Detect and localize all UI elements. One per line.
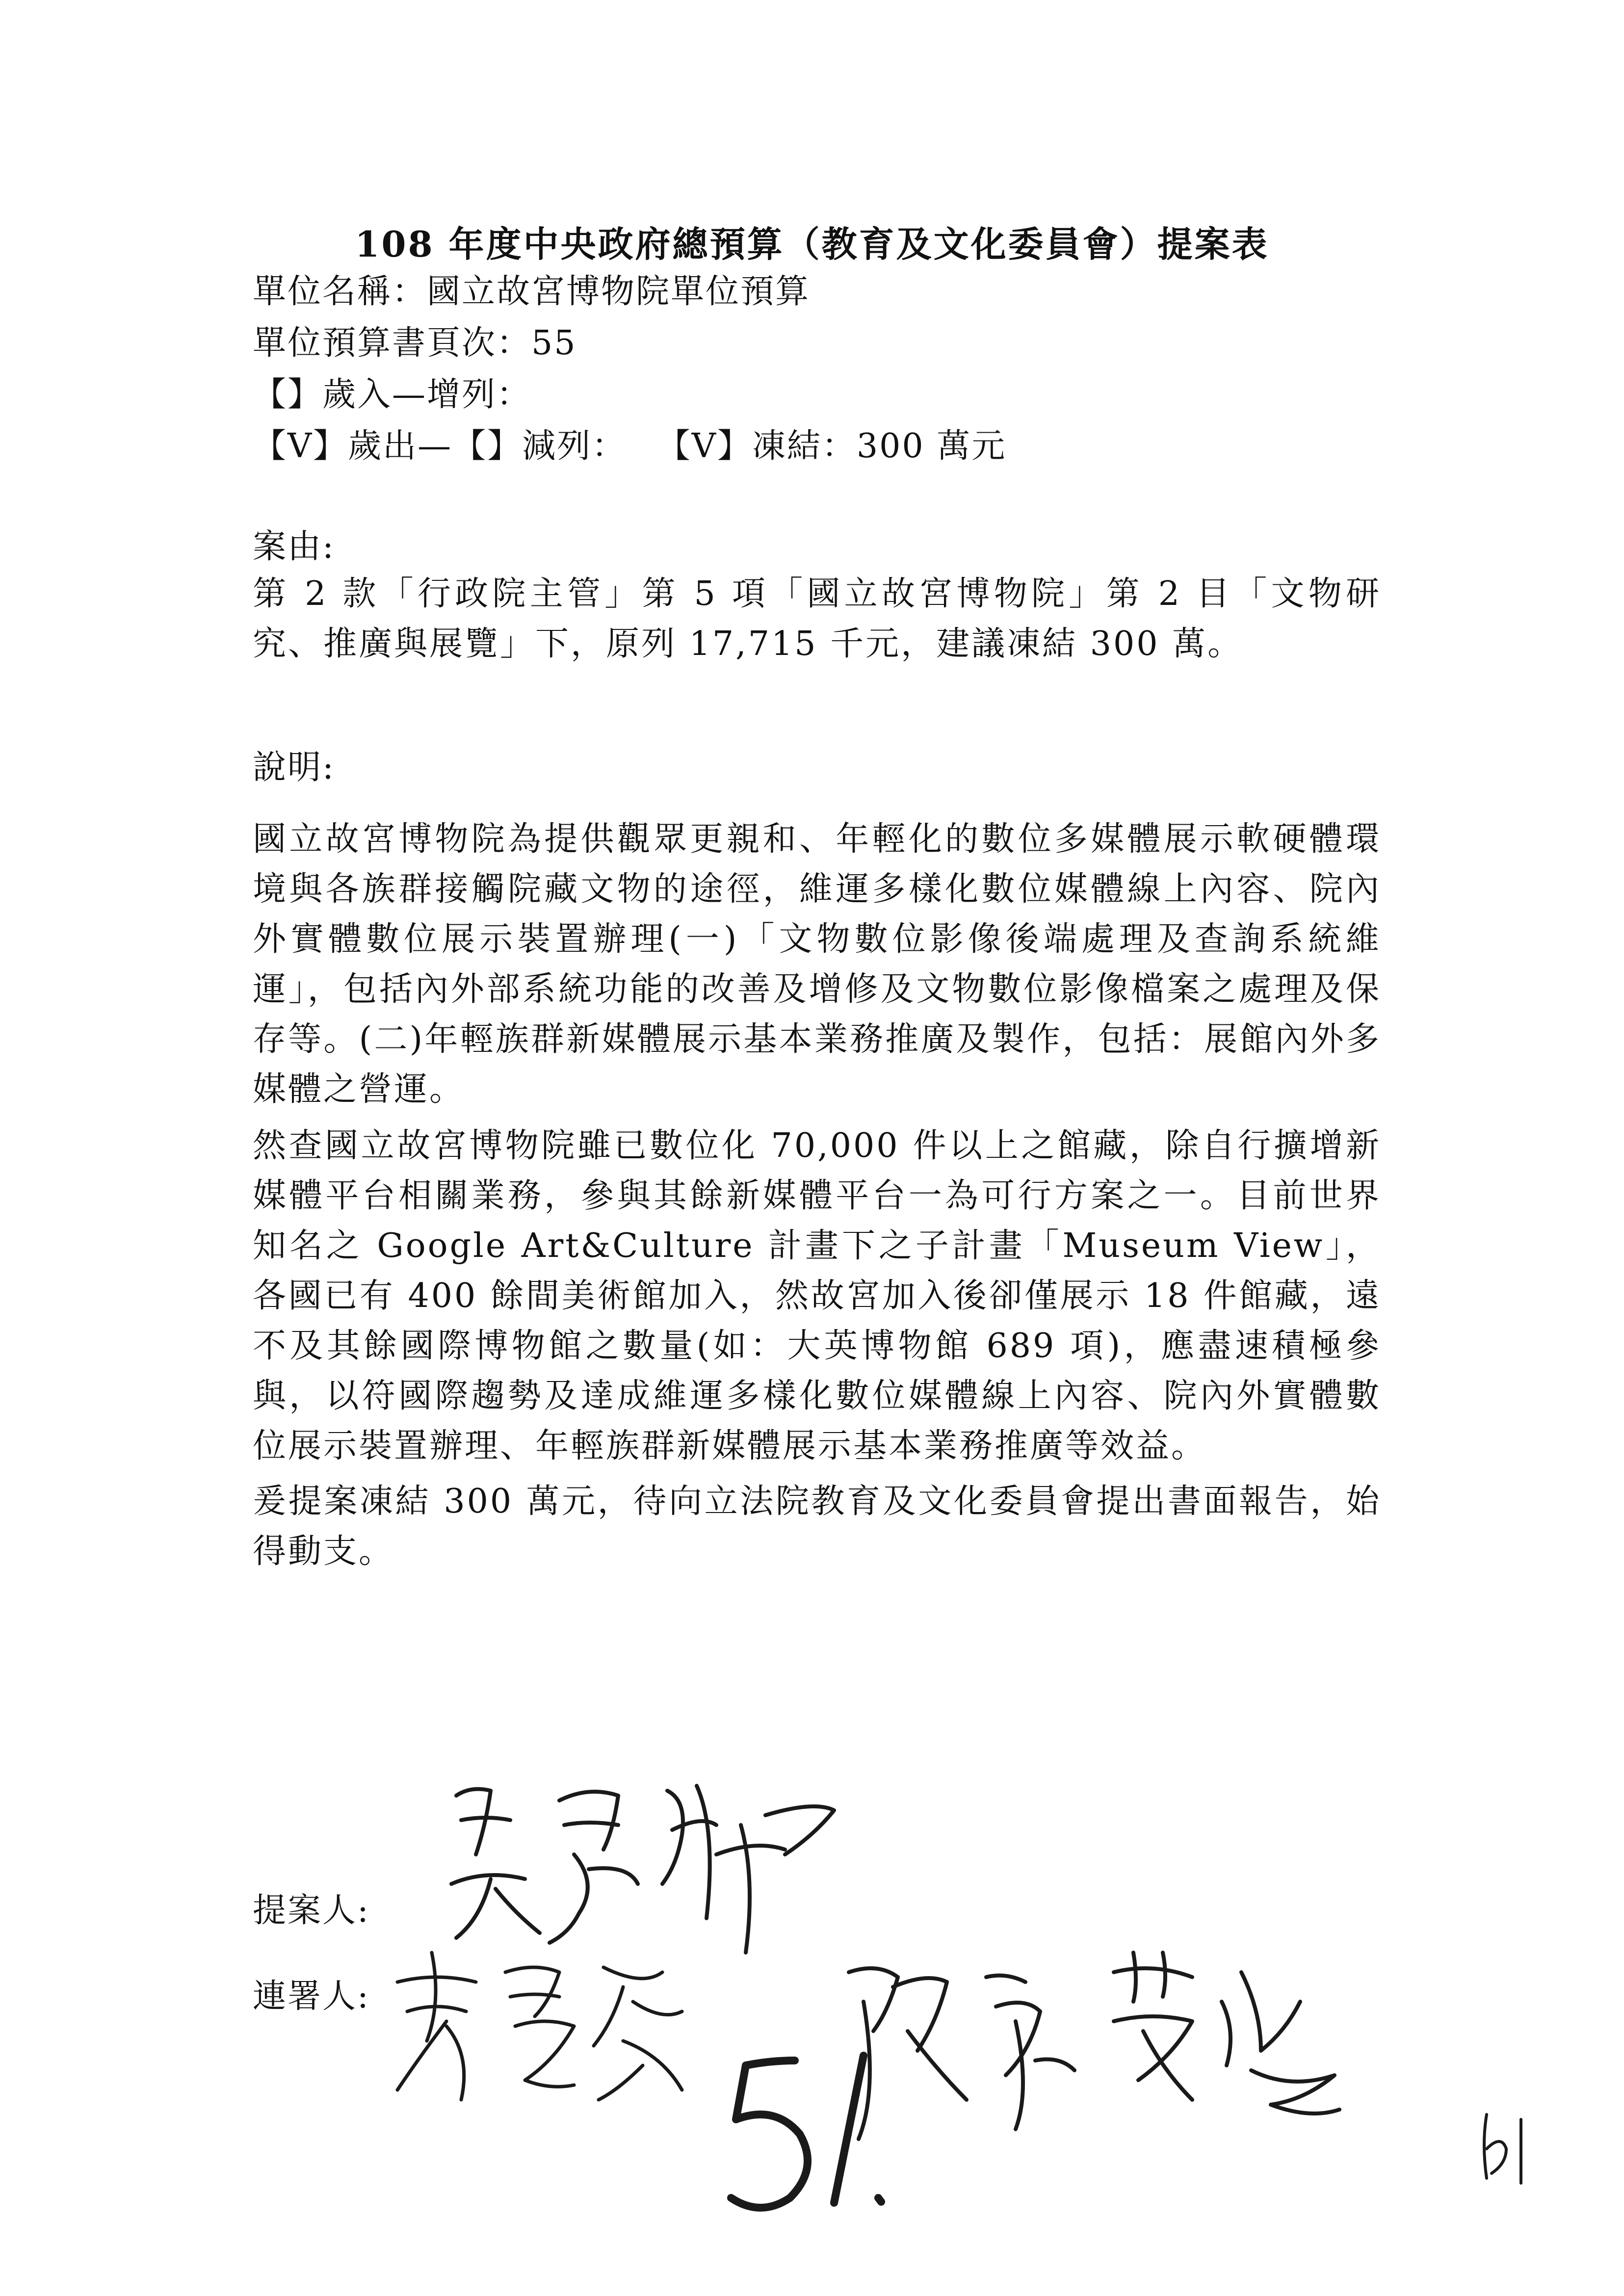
explanation-paragraph-3: 爰提案凍結 300 萬元，待向立法院教育及文化委員會提出書面報告，始得動支。 bbox=[253, 1482, 1381, 1571]
page-mark bbox=[1472, 2105, 1541, 2188]
expenditure-line: 【V】歲出—【】減列： 【V】凍結：300 萬元 bbox=[253, 427, 1007, 466]
cosigner-signature-1 bbox=[388, 1943, 707, 2110]
unit-name: 單位名稱：國立故宮博物院單位預算 bbox=[253, 272, 811, 311]
proposer-label: 提案人: bbox=[253, 1891, 370, 1930]
reason-label: 案由: bbox=[253, 527, 335, 566]
cosigner-signature-2 bbox=[819, 1943, 1349, 2149]
cosigner-label: 連署人: bbox=[253, 1977, 370, 2016]
explanation-paragraph-1: 國立故宮博物院為提供觀眾更親和、年輕化的數位多媒體展示軟硬體環境與各族群接觸院藏文物的途徑，維運多樣化數位媒體線上內容、院內外實體數位展示裝置辦理(一)「文物數位影像後端處理及查詢系統維運」，包括內外部系統功能的改善及增修及文物數位影像檔案之處理及保存等。(二)年輕族群新媒體展示基本業務推廣及製作，包括：展館內外多媒體之營運。 bbox=[253, 820, 1381, 1109]
proposer-signature bbox=[442, 1756, 844, 1962]
document-title: 108 年度中央政府總預算（教育及文化委員會）提案表 bbox=[355, 223, 1269, 265]
explanation-paragraph-2: 然查國立故宮博物院雖已數位化 70,000 件以上之館藏，除自行擴增新媒體平台相關業務，參與其餘新媒體平台一為可行方案之一。目前世界知名之 Google Art&Culture 計畫下之子計畫「Museum View」，各國已有 400 餘間美術館加入，然故宮加入後卻僅展示 18 件館藏，遠不及其餘國際博物館之數量(如：大英博物館 689 項)，應盡速積極參與，以符國際趨勢及達成維運多樣化數位媒體線上內容、院內外實體數位展示裝置辦理、年輕族群新媒體展示基本業務推廣等效益。 bbox=[253, 1126, 1382, 1465]
budget-page: 單位預算書頁次：55 bbox=[253, 324, 577, 363]
explanation-label: 說明: bbox=[253, 748, 335, 787]
reason-text: 第 2 款「行政院主管」第 5 項「國立故宮博物院」第 2 目「文物研究、推廣與展覽」下，原列 17,715 千元，建議凍結 300 萬。 bbox=[253, 574, 1381, 663]
revenue-line: 【】歲入—增列： bbox=[253, 375, 532, 414]
